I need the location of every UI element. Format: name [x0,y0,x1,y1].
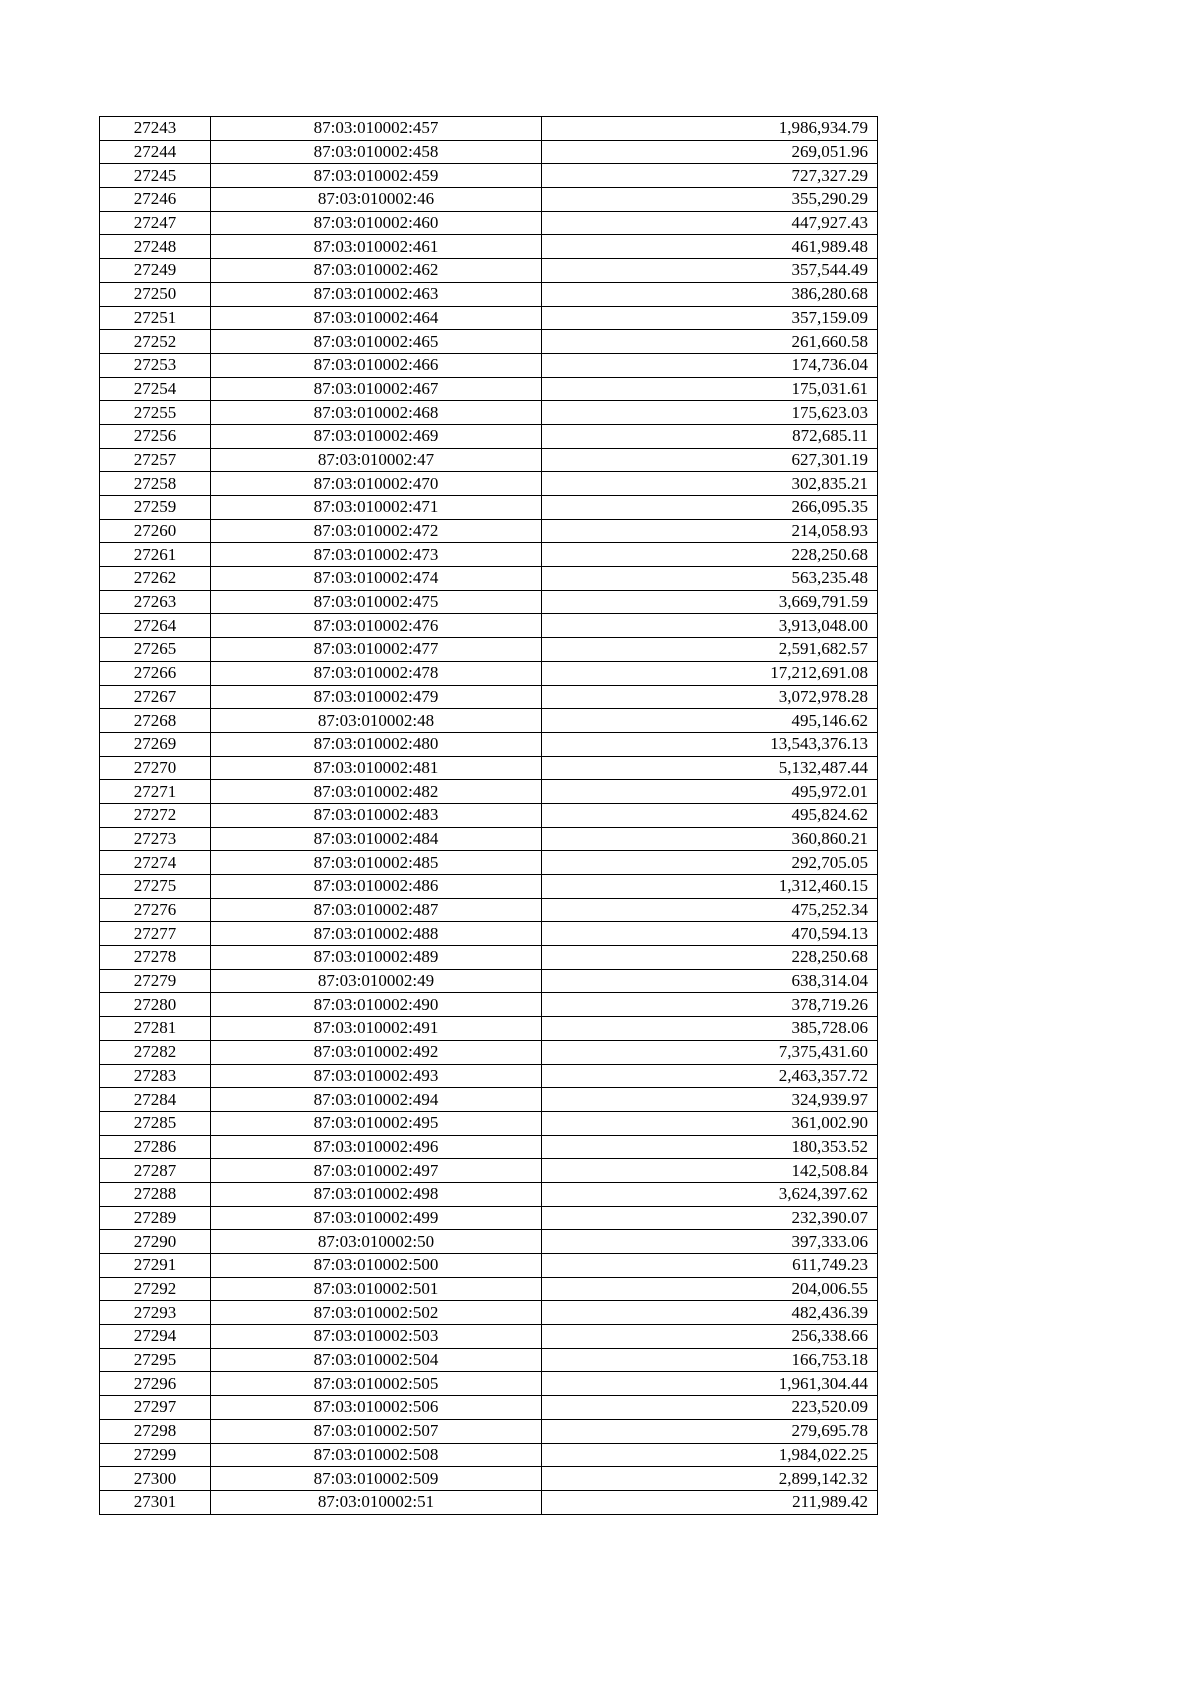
row-number-cell: 27253 [100,353,211,377]
cadastral-value-cell: 204,006.55 [542,1277,878,1301]
cadastral-number-cell: 87:03:010002:471 [211,496,542,520]
table-row [100,614,878,638]
row-number-cell: 27291 [100,1254,211,1278]
cadastral-value-cell: 495,824.62 [542,803,878,827]
row-number-cell: 27266 [100,661,211,685]
cadastral-value-cell: 223,520.09 [542,1396,878,1420]
cadastral-number-cell: 87:03:010002:483 [211,803,542,827]
cadastral-value-cell: 232,390.07 [542,1206,878,1230]
row-number-cell: 27271 [100,780,211,804]
row-number-cell: 27263 [100,590,211,614]
cadastral-number-cell: 87:03:010002:495 [211,1111,542,1135]
cadastral-value-cell: 470,594.13 [542,922,878,946]
row-number-cell: 27250 [100,282,211,306]
row-number-cell: 27301 [100,1490,211,1514]
cadastral-value-cell: 397,333.06 [542,1230,878,1254]
cadastral-number-cell: 87:03:010002:494 [211,1088,542,1112]
cadastral-value-cell: 13,543,376.13 [542,732,878,756]
table-row [100,1135,878,1159]
cadastral-number-cell: 87:03:010002:497 [211,1159,542,1183]
table-row [100,1419,878,1443]
row-number-cell: 27300 [100,1467,211,1491]
cadastral-value-cell: 17,212,691.08 [542,661,878,685]
row-number-cell: 27283 [100,1064,211,1088]
cadastral-number-cell: 87:03:010002:489 [211,946,542,970]
cadastral-value-cell: 269,051.96 [542,140,878,164]
cadastral-value-cell: 361,002.90 [542,1111,878,1135]
cadastral-number-cell: 87:03:010002:501 [211,1277,542,1301]
cadastral-value-cell: 727,327.29 [542,164,878,188]
table-row [100,1254,878,1278]
table-row [100,1301,878,1325]
cadastral-number-cell: 87:03:010002:502 [211,1301,542,1325]
row-number-cell: 27299 [100,1443,211,1467]
table-row [100,756,878,780]
cadastral-value-cell: 1,986,934.79 [542,117,878,141]
cadastral-number-cell: 87:03:010002:508 [211,1443,542,1467]
cadastral-number-cell: 87:03:010002:460 [211,211,542,235]
cadastral-value-cell: 292,705.05 [542,851,878,875]
cadastral-value-cell: 7,375,431.60 [542,1040,878,1064]
cadastral-value-cell: 1,984,022.25 [542,1443,878,1467]
table-row [100,377,878,401]
cadastral-number-cell: 87:03:010002:478 [211,661,542,685]
cadastral-number-cell: 87:03:010002:493 [211,1064,542,1088]
cadastral-value-cell: 495,972.01 [542,780,878,804]
row-number-cell: 27273 [100,827,211,851]
cadastral-number-cell: 87:03:010002:500 [211,1254,542,1278]
cadastral-value-cell: 360,860.21 [542,827,878,851]
cadastral-number-cell: 87:03:010002:466 [211,353,542,377]
cadastral-value-cell: 228,250.68 [542,543,878,567]
cadastral-value-cell: 611,749.23 [542,1254,878,1278]
cadastral-number-cell: 87:03:010002:474 [211,567,542,591]
table-row [100,496,878,520]
cadastral-number-cell: 87:03:010002:484 [211,827,542,851]
cadastral-number-cell: 87:03:010002:488 [211,922,542,946]
cadastral-value-cell: 475,252.34 [542,898,878,922]
row-number-cell: 27261 [100,543,211,567]
row-number-cell: 27246 [100,188,211,212]
table-row [100,661,878,685]
table-row [100,330,878,354]
cadastral-value-cell: 627,301.19 [542,448,878,472]
table-row [100,946,878,970]
row-number-cell: 27270 [100,756,211,780]
row-number-cell: 27282 [100,1040,211,1064]
cadastral-value-cell: 2,463,357.72 [542,1064,878,1088]
cadastral-value-cell: 3,624,397.62 [542,1182,878,1206]
cadastral-value-cell: 142,508.84 [542,1159,878,1183]
cadastral-number-cell: 87:03:010002:467 [211,377,542,401]
cadastral-value-cell: 324,939.97 [542,1088,878,1112]
cadastral-value-cell: 3,072,978.28 [542,685,878,709]
cadastral-value-cell: 214,058.93 [542,519,878,543]
row-number-cell: 27269 [100,732,211,756]
cadastral-number-cell: 87:03:010002:503 [211,1325,542,1349]
table-row [100,1230,878,1254]
table-row [100,993,878,1017]
cadastral-value-cell: 2,899,142.32 [542,1467,878,1491]
cadastral-number-cell: 87:03:010002:479 [211,685,542,709]
row-number-cell: 27272 [100,803,211,827]
cadastral-number-cell: 87:03:010002:509 [211,1467,542,1491]
cadastral-number-cell: 87:03:010002:464 [211,306,542,330]
cadastral-number-cell: 87:03:010002:487 [211,898,542,922]
cadastral-number-cell: 87:03:010002:491 [211,1017,542,1041]
row-number-cell: 27274 [100,851,211,875]
row-number-cell: 27275 [100,875,211,899]
table-row [100,188,878,212]
cadastral-number-cell: 87:03:010002:46 [211,188,542,212]
table-row [100,1040,878,1064]
cadastral-value-cell: 447,927.43 [542,211,878,235]
table-row [100,1159,878,1183]
row-number-cell: 27295 [100,1348,211,1372]
cadastral-value-cell: 256,338.66 [542,1325,878,1349]
table-row [100,590,878,614]
table-row [100,803,878,827]
row-number-cell: 27264 [100,614,211,638]
row-number-cell: 27256 [100,424,211,448]
cadastral-number-cell: 87:03:010002:496 [211,1135,542,1159]
cadastral-value-cell: 1,961,304.44 [542,1372,878,1396]
table-row [100,117,878,141]
table-row [100,401,878,425]
cadastral-value-cell: 482,436.39 [542,1301,878,1325]
cadastral-number-cell: 87:03:010002:492 [211,1040,542,1064]
table-row [100,353,878,377]
cadastral-value-cell: 180,353.52 [542,1135,878,1159]
table-row [100,780,878,804]
row-number-cell: 27265 [100,638,211,662]
cadastral-number-cell: 87:03:010002:490 [211,993,542,1017]
cadastral-value-cell: 5,132,487.44 [542,756,878,780]
cadastral-value-cell: 3,913,048.00 [542,614,878,638]
cadastral-number-cell: 87:03:010002:476 [211,614,542,638]
cadastral-value-table [99,116,878,1515]
row-number-cell: 27286 [100,1135,211,1159]
cadastral-value-cell: 378,719.26 [542,993,878,1017]
table-row [100,282,878,306]
table-row [100,1467,878,1491]
cadastral-value-cell: 261,660.58 [542,330,878,354]
row-number-cell: 27252 [100,330,211,354]
cadastral-number-cell: 87:03:010002:472 [211,519,542,543]
cadastral-number-cell: 87:03:010002:498 [211,1182,542,1206]
row-number-cell: 27285 [100,1111,211,1135]
row-number-cell: 27257 [100,448,211,472]
table-row [100,851,878,875]
row-number-cell: 27280 [100,993,211,1017]
row-number-cell: 27281 [100,1017,211,1041]
table-row [100,1111,878,1135]
row-number-cell: 27268 [100,709,211,733]
table-row [100,709,878,733]
row-number-cell: 27278 [100,946,211,970]
cadastral-value-cell: 872,685.11 [542,424,878,448]
cadastral-number-cell: 87:03:010002:499 [211,1206,542,1230]
cadastral-value-cell: 175,031.61 [542,377,878,401]
row-number-cell: 27294 [100,1325,211,1349]
row-number-cell: 27267 [100,685,211,709]
table-row [100,1206,878,1230]
cadastral-value-cell: 211,989.42 [542,1490,878,1514]
table-row [100,732,878,756]
table-body [100,117,878,1515]
row-number-cell: 27277 [100,922,211,946]
cadastral-number-cell: 87:03:010002:507 [211,1419,542,1443]
cadastral-value-cell: 175,623.03 [542,401,878,425]
row-number-cell: 27244 [100,140,211,164]
cadastral-number-cell: 87:03:010002:480 [211,732,542,756]
row-number-cell: 27276 [100,898,211,922]
table-row [100,259,878,283]
cadastral-value-cell: 3,669,791.59 [542,590,878,614]
table-row [100,1064,878,1088]
table-row [100,472,878,496]
cadastral-value-cell: 638,314.04 [542,969,878,993]
row-number-cell: 27251 [100,306,211,330]
cadastral-value-cell: 279,695.78 [542,1419,878,1443]
cadastral-number-cell: 87:03:010002:457 [211,117,542,141]
cadastral-value-cell: 355,290.29 [542,188,878,212]
row-number-cell: 27259 [100,496,211,520]
cadastral-number-cell: 87:03:010002:48 [211,709,542,733]
row-number-cell: 27260 [100,519,211,543]
table-row [100,424,878,448]
row-number-cell: 27297 [100,1396,211,1420]
table-row [100,827,878,851]
table-row [100,164,878,188]
cadastral-number-cell: 87:03:010002:505 [211,1372,542,1396]
table-row [100,1017,878,1041]
cadastral-number-cell: 87:03:010002:477 [211,638,542,662]
cadastral-value-cell: 228,250.68 [542,946,878,970]
table-row [100,1088,878,1112]
cadastral-value-cell: 357,159.09 [542,306,878,330]
cadastral-number-cell: 87:03:010002:473 [211,543,542,567]
cadastral-number-cell: 87:03:010002:506 [211,1396,542,1420]
cadastral-number-cell: 87:03:010002:463 [211,282,542,306]
cadastral-value-cell: 302,835.21 [542,472,878,496]
cadastral-number-cell: 87:03:010002:481 [211,756,542,780]
table-row [100,519,878,543]
table-row [100,1490,878,1514]
table-row [100,1372,878,1396]
table-row [100,638,878,662]
cadastral-value-cell: 1,312,460.15 [542,875,878,899]
cadastral-value-cell: 563,235.48 [542,567,878,591]
cadastral-number-cell: 87:03:010002:470 [211,472,542,496]
table-row [100,543,878,567]
cadastral-number-cell: 87:03:010002:485 [211,851,542,875]
cadastral-value-cell: 266,095.35 [542,496,878,520]
cadastral-number-cell: 87:03:010002:49 [211,969,542,993]
row-number-cell: 27287 [100,1159,211,1183]
cadastral-value-cell: 166,753.18 [542,1348,878,1372]
table-row [100,1348,878,1372]
row-number-cell: 27247 [100,211,211,235]
row-number-cell: 27249 [100,259,211,283]
cadastral-value-cell: 2,591,682.57 [542,638,878,662]
cadastral-number-cell: 87:03:010002:504 [211,1348,542,1372]
table-row [100,567,878,591]
table-row [100,969,878,993]
cadastral-number-cell: 87:03:010002:469 [211,424,542,448]
cadastral-number-cell: 87:03:010002:486 [211,875,542,899]
table-row [100,306,878,330]
table-row [100,1325,878,1349]
row-number-cell: 27245 [100,164,211,188]
table-row [100,685,878,709]
table-row [100,922,878,946]
row-number-cell: 27279 [100,969,211,993]
cadastral-number-cell: 87:03:010002:465 [211,330,542,354]
row-number-cell: 27293 [100,1301,211,1325]
cadastral-number-cell: 87:03:010002:50 [211,1230,542,1254]
row-number-cell: 27262 [100,567,211,591]
table-row [100,875,878,899]
row-number-cell: 27289 [100,1206,211,1230]
cadastral-number-cell: 87:03:010002:51 [211,1490,542,1514]
row-number-cell: 27255 [100,401,211,425]
table-row [100,1443,878,1467]
row-number-cell: 27243 [100,117,211,141]
cadastral-number-cell: 87:03:010002:475 [211,590,542,614]
table-row [100,448,878,472]
table-row [100,211,878,235]
row-number-cell: 27298 [100,1419,211,1443]
table-row [100,235,878,259]
cadastral-number-cell: 87:03:010002:458 [211,140,542,164]
cadastral-value-cell: 495,146.62 [542,709,878,733]
cadastral-value-cell: 174,736.04 [542,353,878,377]
row-number-cell: 27248 [100,235,211,259]
cadastral-number-cell: 87:03:010002:462 [211,259,542,283]
table-row [100,140,878,164]
table-row [100,1182,878,1206]
cadastral-value-cell: 385,728.06 [542,1017,878,1041]
cadastral-number-cell: 87:03:010002:47 [211,448,542,472]
cadastral-number-cell: 87:03:010002:461 [211,235,542,259]
row-number-cell: 27254 [100,377,211,401]
cadastral-number-cell: 87:03:010002:468 [211,401,542,425]
cadastral-value-cell: 461,989.48 [542,235,878,259]
cadastral-value-cell: 386,280.68 [542,282,878,306]
cadastral-number-cell: 87:03:010002:459 [211,164,542,188]
cadastral-value-cell: 357,544.49 [542,259,878,283]
row-number-cell: 27296 [100,1372,211,1396]
table-row [100,898,878,922]
row-number-cell: 27258 [100,472,211,496]
row-number-cell: 27290 [100,1230,211,1254]
table-row [100,1277,878,1301]
table-row [100,1396,878,1420]
row-number-cell: 27284 [100,1088,211,1112]
cadastral-number-cell: 87:03:010002:482 [211,780,542,804]
row-number-cell: 27292 [100,1277,211,1301]
row-number-cell: 27288 [100,1182,211,1206]
